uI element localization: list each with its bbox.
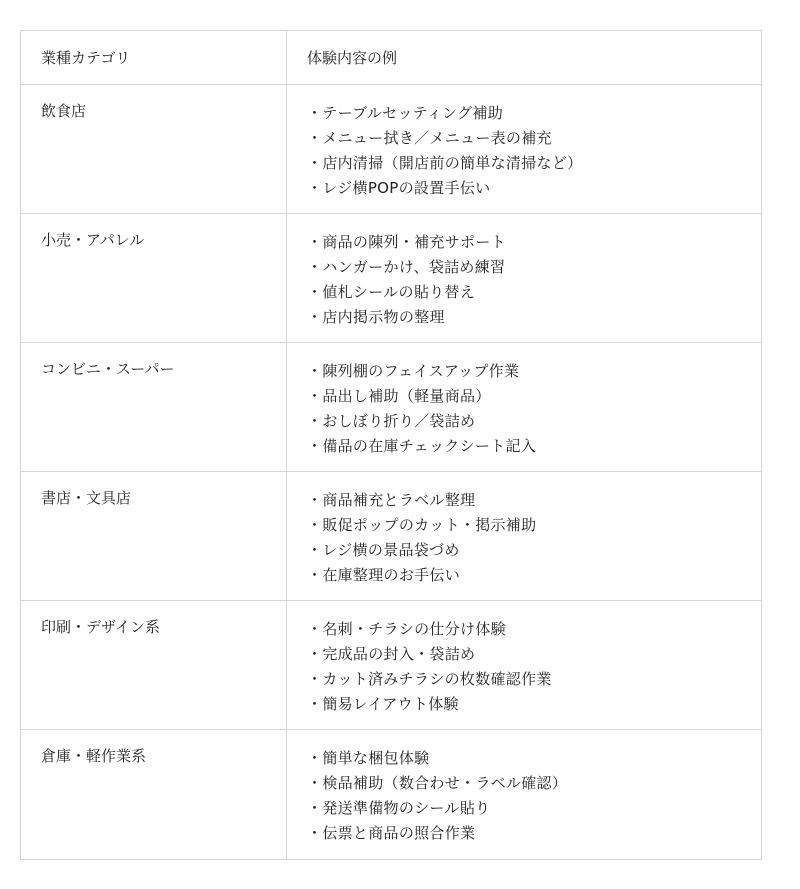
examples-cell — [287, 601, 762, 729]
list-item: ・ 商品補充とラベル整理 — [307, 488, 761, 513]
table-row — [21, 343, 762, 472]
list-item: ・ 在庫整理のお手伝い — [307, 563, 761, 588]
example-list — [307, 359, 761, 459]
example-list — [307, 101, 761, 201]
list-item: ・ 簡易レイアウト体験 — [307, 692, 761, 717]
example-list — [307, 746, 761, 846]
category-cell: 印刷・デザイン系 — [21, 601, 287, 729]
category-cell: 小売・アパレル — [21, 214, 287, 342]
list-item: ・ 陳列棚のフェイスアップ作業 — [307, 359, 761, 384]
category-cell: 飲食店 — [21, 85, 287, 213]
examples-cell — [287, 730, 762, 859]
list-item: ・ 備品の在庫チェックシート記入 — [307, 434, 761, 459]
list-item: ・ 検品補助（数合わせ・ラベル確認） — [307, 771, 761, 796]
header-category: 業種カテゴリ — [21, 31, 287, 84]
table-header-row — [21, 31, 762, 85]
list-item: ・ カット済みチラシの枚数確認作業 — [307, 667, 761, 692]
header-examples: 体験内容の例 — [287, 31, 762, 84]
list-item: ・ メニュー拭き／メニュー表の補充 — [307, 126, 761, 151]
list-item: ・ 名刺・チラシの仕分け体験 — [307, 617, 761, 642]
examples-cell — [287, 472, 762, 600]
list-item: ・ 発送準備物のシール貼り — [307, 796, 761, 821]
list-item: ・ 簡単な梱包体験 — [307, 746, 761, 771]
list-item: ・ 値札シールの貼り替え — [307, 280, 761, 305]
table-row — [21, 730, 762, 860]
list-item: ・ 販促ポップのカット・掲示補助 — [307, 513, 761, 538]
examples-cell — [287, 85, 762, 213]
table-row — [21, 601, 762, 730]
list-item: ・ 品出し補助（軽量商品） — [307, 384, 761, 409]
table-row — [21, 214, 762, 343]
experience-table — [20, 30, 762, 860]
table-row — [21, 472, 762, 601]
list-item: ・ 完成品の封入・袋詰め — [307, 642, 761, 667]
table-row — [21, 85, 762, 214]
list-item: ・ レジ横の景品袋づめ — [307, 538, 761, 563]
category-cell: 倉庫・軽作業系 — [21, 730, 287, 859]
example-list — [307, 488, 761, 588]
examples-cell — [287, 214, 762, 342]
category-cell: 書店・文具店 — [21, 472, 287, 600]
category-cell: コンビニ・スーパー — [21, 343, 287, 471]
example-list — [307, 617, 761, 717]
list-item: ・ 伝票と商品の照合作業 — [307, 821, 761, 846]
list-item: ・ おしぼり折り／袋詰め — [307, 409, 761, 434]
list-item: ・ 商品の陳列・補充サポート — [307, 230, 761, 255]
list-item: ・ テーブルセッティング補助 — [307, 101, 761, 126]
list-item: ・ ハンガーかけ、袋詰め練習 — [307, 255, 761, 280]
list-item: ・ 店内清掃（開店前の簡単な清掃など） — [307, 151, 761, 176]
example-list — [307, 230, 761, 330]
list-item: ・ 店内掲示物の整理 — [307, 305, 761, 330]
list-item: ・ レジ横POPの設置手伝い — [307, 176, 761, 201]
examples-cell — [287, 343, 762, 471]
